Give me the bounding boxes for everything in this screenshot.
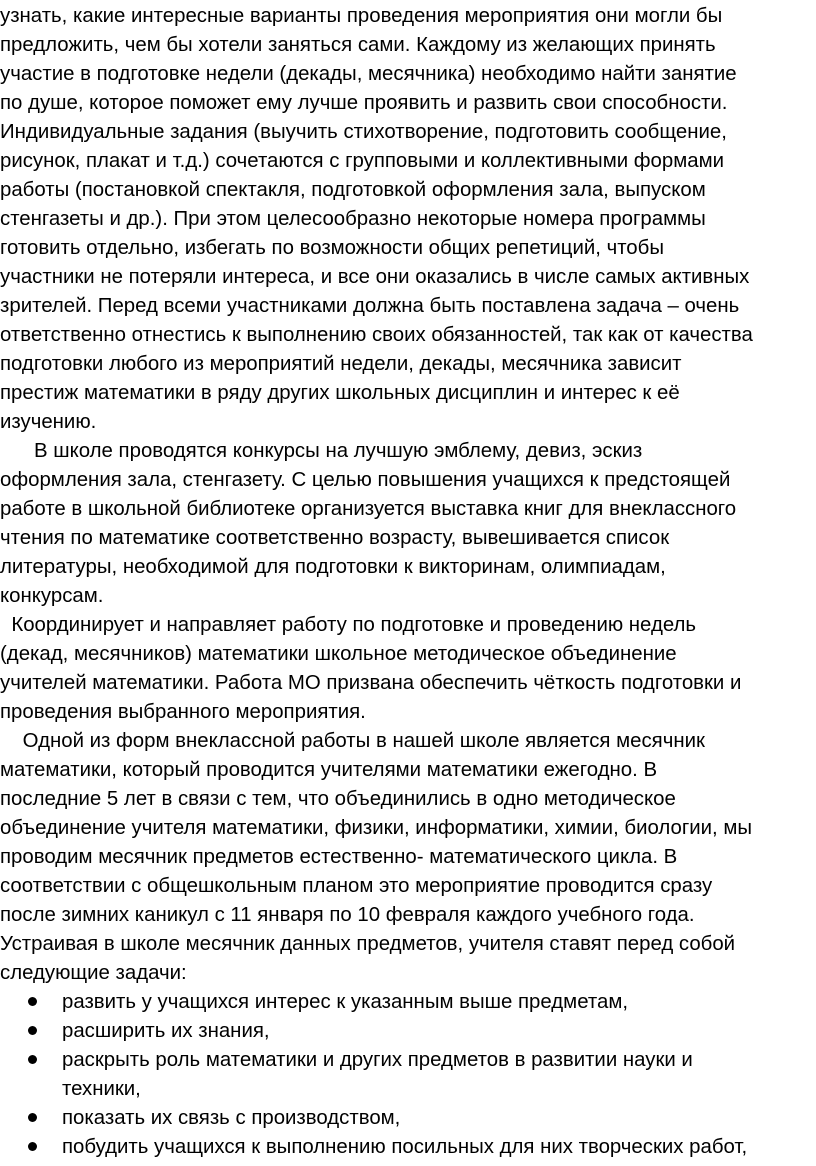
text-line: соответствии с общешкольным планом это мероприятие проводится сразу (0, 875, 713, 897)
text-line: оформления зала, стенгазету. С целью повышения учащихся к предстоящей (0, 469, 731, 491)
text-line: рисунок, плакат и т.д.) сочетаются с групповыми и коллективными формами (0, 150, 724, 172)
text-line: зрителей. Перед всеми участниками должна быть поставлена задача – очень (0, 295, 740, 317)
text-line: последние 5 лет в связи с тем, что объединились в одно методическое (0, 788, 676, 810)
text-line: литературы, необходимой для подготовки к викторинам, олимпиадам, (0, 556, 666, 578)
text-line: по душе, которое поможет ему лучше проявить и развить свои способности. (0, 92, 728, 114)
text-line: учителей математики. Работа МО призвана обеспечить чёткость подготовки и (0, 672, 742, 694)
text-line: В школе проводятся конкурсы на лучшую эмблему, девиз, эскиз (0, 440, 643, 462)
list-item-text: раскрыть роль математики и других предметов в развитии науки и (62, 1049, 693, 1071)
text-line: подготовки любого из мероприятий недели, декады, месячника зависит (0, 353, 682, 375)
text-line: готовить отдельно, избегать по возможности общих репетиций, чтобы (0, 237, 664, 259)
text-line: работе в школьной библиотеке организуется выставка книг для внеклассного (0, 498, 737, 520)
text-line: проведения выбранного мероприятия. (0, 701, 366, 723)
bullet-icon (28, 1113, 37, 1122)
text-line: престиж математики в ряду других школьных дисциплин и интерес к её (0, 382, 680, 404)
text-line: Одной из форм внеклассной работы в нашей школе является месячник (0, 730, 705, 752)
text-line: Устраивая в школе месячник данных предметов, учителя ставят перед собой (0, 933, 736, 955)
text-line: Координирует и направляет работу по подготовке и проведению недель (0, 614, 697, 636)
list-item-text: развить у учащихся интерес к указанным выше предметам, (62, 991, 628, 1013)
list-item-text: техники, (62, 1078, 141, 1100)
text-line: участие в подготовке недели (декады, месячника) необходимо найти занятие (0, 63, 737, 85)
text-line: предложить, чем бы хотели заняться сами. Каждому из желающих принять (0, 34, 716, 56)
text-line: стенгазеты и др.). При этом целесообразно некоторые номера программы (0, 208, 706, 230)
text-line: математики, который проводится учителями математики ежегодно. В (0, 759, 658, 781)
text-line: после зимних каникул с 11 января по 10 февраля каждого учебного года. (0, 904, 695, 926)
text-line: чтения по математике соответственно возрасту, вывешивается список (0, 527, 670, 549)
text-line: объединение учителя математики, физики, информатики, химии, биологии, мы (0, 817, 753, 839)
bullet-icon (28, 997, 37, 1006)
text-line: работы (постановкой спектакля, подготовкой оформления зала, выпуском (0, 179, 706, 201)
text-line: Индивидуальные задания (выучить стихотворение, подготовить сообщение, (0, 121, 727, 143)
bullet-icon (28, 1026, 37, 1035)
text-line: проводим месячник предметов естественно- математического цикла. В (0, 846, 678, 868)
list-item-text: расширить их знания, (62, 1020, 270, 1042)
text-line: (декад, месячников) математики школьное методическое объединение (0, 643, 677, 665)
text-line: ответственно отнестись к выполнению своих обязанностей, так как от качества (0, 324, 753, 346)
bullet-icon (28, 1142, 37, 1151)
bullet-icon (28, 1055, 37, 1064)
list-item-text: побудить учащихся к выполнению посильных для них творческих работ, (62, 1136, 748, 1158)
text-line: участники не потеряли интереса, и все они оказались в числе самых активных (0, 266, 750, 288)
text-line: узнать, какие интересные варианты проведения мероприятия они могли бы (0, 5, 723, 27)
list-item-text: показать их связь с производством, (62, 1107, 401, 1129)
text-line: конкурсам. (0, 585, 104, 607)
text-line: изучению. (0, 411, 97, 433)
text-line: следующие задачи: (0, 962, 187, 984)
